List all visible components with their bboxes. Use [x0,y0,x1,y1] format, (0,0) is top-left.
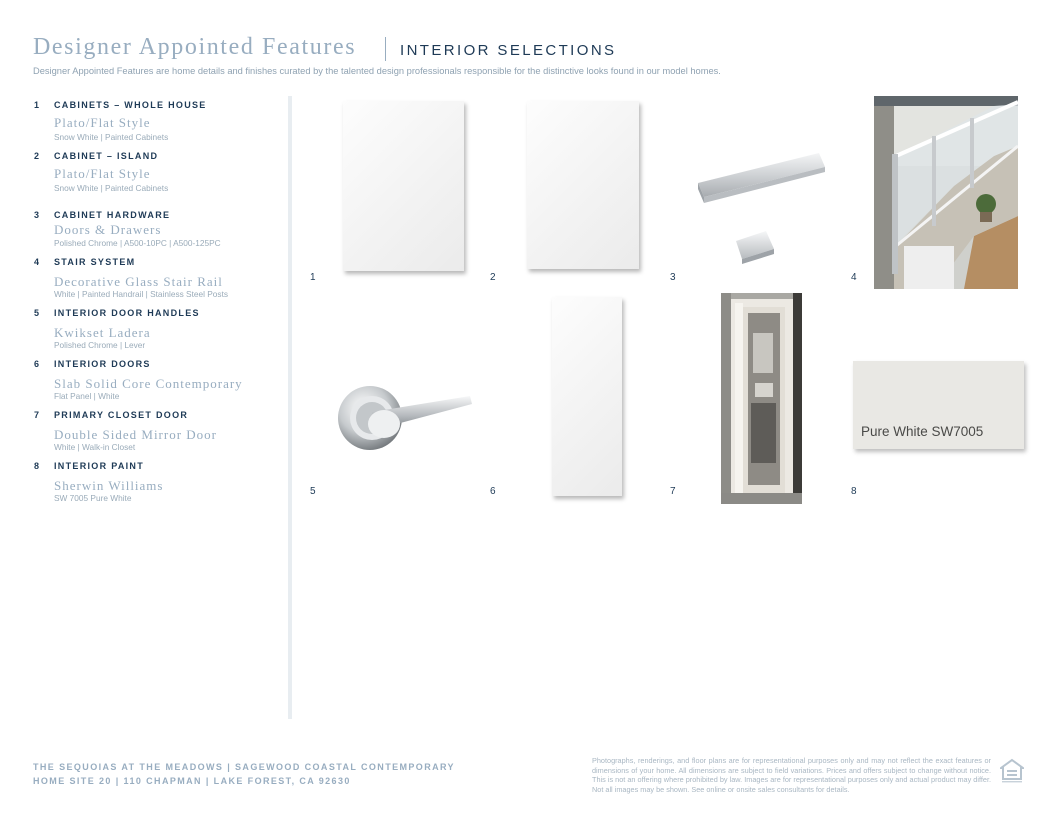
selection-detail: Polished Chrome | Lever [54,340,146,350]
title-divider [385,37,386,61]
white-slab-door-swatch [552,297,622,496]
selection-category: CABINET – ISLAND [54,151,159,161]
selection-category: INTERIOR DOORS [54,359,151,369]
panel-number: 8 [851,486,857,497]
paint-swatch-label: Pure White SW7005 [861,424,984,439]
selection-category: CABINET HARDWARE [54,210,171,220]
selection-number: 2 [34,151,40,161]
panel-number: 1 [310,272,316,283]
selection-name: Slab Solid Core Contemporary [54,376,243,391]
selection-number: 4 [34,257,40,267]
panel-number: 3 [670,272,676,283]
panel-number: 6 [490,486,496,497]
selection-number: 6 [34,359,40,369]
panel-number: 2 [490,272,496,283]
selection-name: Doors & Drawers [54,222,162,237]
selection-detail: White | Painted Handrail | Stainless Steel Posts [54,289,229,299]
equal-housing-opportunity-icon [1000,758,1024,784]
selection-category: CABINETS – WHOLE HOUSE [54,100,207,110]
selection-detail: Snow White | Painted Cabinets [54,132,169,142]
selection-number: 8 [34,461,40,471]
page-title: Designer Appointed Features [33,34,357,60]
selection-name: Plato/Flat Style [54,166,151,181]
footer-address-line: HOME SITE 20 | 110 CHAPMAN | LAKE FOREST, CA 92630 [33,776,351,786]
selection-detail: SW 7005 Pure White [54,493,132,503]
chrome-lever-handle [334,378,476,458]
selection-number: 1 [34,100,40,110]
selection-name: Decorative Glass Stair Rail [54,274,223,289]
glass-stair-rail-photo [874,96,1018,289]
selection-detail: Snow White | Painted Cabinets [54,183,169,193]
selection-number: 3 [34,210,40,220]
selection-name: Plato/Flat Style [54,115,151,130]
selection-detail: Polished Chrome | A500-10PC | A500-125PC [54,238,221,248]
selection-name: Sherwin Williams [54,478,164,493]
selection-detail: Flat Panel | White [54,391,120,401]
selection-category: STAIR SYSTEM [54,257,136,267]
selection-name: Kwikset Ladera [54,325,151,340]
selection-number: 7 [34,410,40,420]
paint-swatch-card [853,361,1024,449]
white-cabinet-door-swatch [343,101,464,271]
selection-name: Double Sided Mirror Door [54,427,218,442]
selection-category: PRIMARY CLOSET DOOR [54,410,189,420]
panel-number: 5 [310,486,316,497]
selection-detail: White | Walk-in Closet [54,442,136,452]
white-cabinet-door-swatch [527,101,639,269]
page-subtitle: INTERIOR SELECTIONS [400,42,617,59]
chrome-edge-pull-hardware [694,145,828,275]
vertical-divider [288,96,292,719]
mirror-closet-door-photo [721,293,802,504]
footer-community [33,760,455,788]
panel-number: 7 [670,486,676,497]
selection-category: INTERIOR PAINT [54,461,145,471]
selection-number: 5 [34,308,40,318]
footer-community-line: THE SEQUOIAS AT THE MEADOWS | SAGEWOOD COASTAL CONTEMPORARY [33,762,455,772]
selection-category: INTERIOR DOOR HANDLES [54,308,200,318]
intro-text: Designer Appointed Features are home details and finishes curated by the talented design professionals responsible for the distinctive looks found in our model homes. [33,66,721,76]
panel-number: 4 [851,272,857,283]
footer-disclaimer: Photographs, renderings, and floor plans are for representational purposes only and may not reflect the exact features or dimensions of your home. All dimensions are subject to field variations. Prices and offers subject to change without notice. This is not an offering where prohibited by law. Images are for representational purposes only and actual product may differ. Not all images may be shown. See online or onsite sales consultants for details. [592,756,991,794]
